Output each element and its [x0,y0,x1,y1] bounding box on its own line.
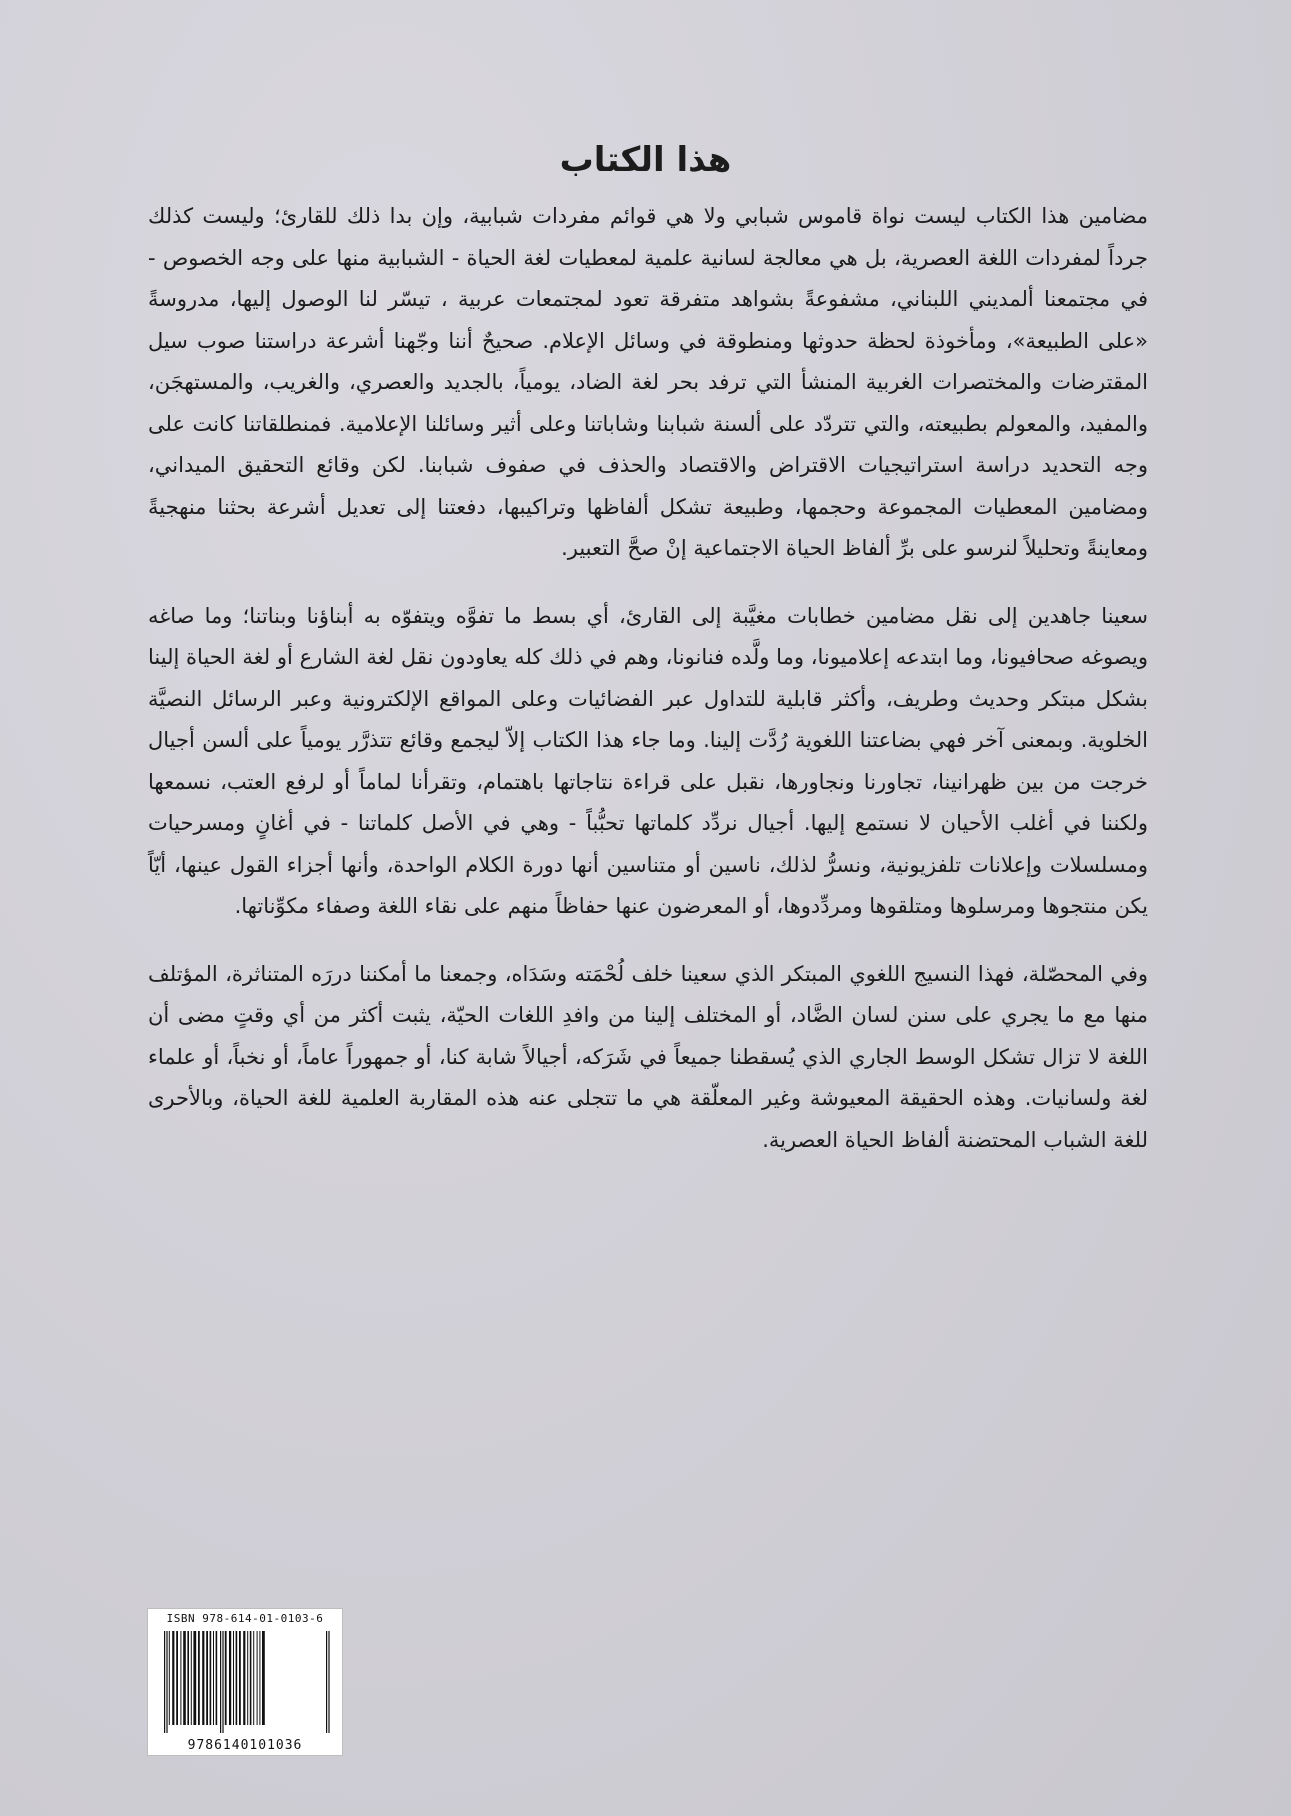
blurb-text [148,196,1148,1187]
barcode-bar [176,1631,178,1725]
barcode-bar [233,1631,234,1725]
paragraph-2: سعينا جاهدين إلى نقل مضامين خطابات مغيَّبة إلى القارئ، أي بسط ما تفوَّه ويتفوّه به أبناؤنا وبناتنا؛ وما صاغه ويصوغه صحافيونا، وما ابتدعه إعلاميونا، وما ولَّده فنانونا، وهم في ذلك كله يعاودون نقل لغة الشارع أو لغة الحياة إلينا بشكل مبتكر وحديث وطريف، وأكثر قابلية للتداول عبر الفضائيات وعلى المواقع الإلكترونية وعبر الرسائل النصيَّة الخلوية. وبمعنى آخر فهي بضاعتنا اللغوية رُدَّت إلينا. وما جاء هذا الكتاب إلاّ ليجمع وقائع تتذرَّر يومياً على ألسن أجيال خرجت من بين ظهرانينا، تجاورنا ونجاورها، نقبل على قراءة نتاجاتها باهتمام، وتقرأنا لماماً أو لرفع العتب، نسمعها ولكننا في أغلب الأحيان لا نستمع إليها. أجيال نردِّد كلماتها تحبُّباً - وهي في الأصل كلماتنا - في أغانٍ ومسرحيات ومسلسلات وإعلانات تلفزيونية، ونسرُّ لذلك، ناسين أو متناسين أنها دورة الكلام الواحدة، وأنها أجزاء القول عينها، أيّاً يكن منتجوها ومرسلوها ومتلقوها ومردِّدوها، أو المعرضون عنها حفاظاً منهم على نقاء اللغة وصفاء مكوِّناتها. [148,603,1148,918]
barcode-bar [193,1631,196,1725]
barcode-bar [202,1631,204,1725]
barcode-bar [180,1631,181,1725]
barcode-bar [220,1631,221,1733]
ean-number: 9786140101036 [187,1738,303,1753]
barcode-bar [259,1631,260,1725]
barcode-bar [328,1631,329,1733]
barcode-bar [183,1631,186,1725]
barcode-bar [239,1631,241,1725]
barcode-bar [250,1631,252,1725]
barcode-bar [243,1631,245,1725]
barcode-bar [213,1631,214,1725]
barcode-bar [187,1631,189,1725]
paragraph-1: مضامين هذا الكتاب ليست نواة قاموس شبابي ولا هي قوائم مفردات شبابية، وإن بدا ذلك للقارئ؛ وليست كذلك جرداً لمفردات اللغة العصرية، بل هي معالجة لسانية علمية لمعطيات لغة الحياة - الشبابية منها على وجه الخصوص - في مجتمعنا ألمديني اللبناني، مشفوعةً بشواهد متفرقة تعود لمجتمعات عربية ، تيسّر لنا الوصول إليها، مدروسةً «على الطبيعة»، ومأخوذة لحظة حدوثها ومنطوقة في وسائل الإعلام. صحيحٌ أننا وجّهنا أشرعة دراستنا صوب سيل المقترضات والمختصرات الغربية المنشأ التي ترفد بحر لغة الضاد، يومياً، بالجديد والعصري، والغريب، والمستهجَن، والمفيد، والمعولم بطبيعته، والتي تتردّد على ألسنة شبابنا وشاباتنا وعلى أثير وسائلنا الإعلامية. فمنطلقاتنا كانت على وجه التحديد دراسة استراتيجيات الاقتراض والاقتصاد والحذف في صفوف شبابنا. لكن وقائع التحقيق الميداني، ومضامين المعطيات المجموعة وحجمها، وطبيعة تشكل ألفاظها وتراكيبها، دفعتنا إلى تعديل أشرعة بحثنا منهجيةً ومعاينةً وتحليلاً لنرسو على برِّ ألفاظ الحياة الاجتماعية إنْ صحَّ التعبير. [148,204,1148,560]
barcode-bar [222,1631,223,1733]
barcode-bar [216,1631,218,1725]
barcode-bar [253,1631,254,1725]
barcode-bar [198,1631,200,1725]
isbn-label: ISBN 978-614-01-0103-6 [166,1612,324,1625]
barcode-bar [262,1631,265,1725]
barcode-bar [169,1631,170,1725]
barcode-bar [236,1631,238,1725]
barcode-bar [166,1631,167,1733]
barcode-bar [172,1631,174,1725]
barcode-bar [210,1631,212,1725]
barcode-bar [225,1631,227,1725]
paragraph-3: وفي المحصّلة، فهذا النسيج اللغوي المبتكر الذي سعينا خلف لُحْمَته وسَدَاه، وجمعنا ما أمكننا دررَه المتناثرة، المؤتلف منها مع ما يجري على سنن لسان الضَّاد، أو المختلف إلينا من وافدِ اللغات الحيّة، يثبت أكثر من أي وقتٍ مضى أن اللغة لا تزال تشكل الوسط الجاري الذي يُسقطنا جميعاً في شَرَكه، أجيالاً شابة كنا، أو جمهوراً عاماً، أو نخباً، أو علماء لغة ولسانيات. وهذه الحقيقة المعيوشة وغير المعلّقة هي ما تتجلى عنه هذه المقاربة العلمية للغة الحياة، وبالأحرى للغة الشباب المحتضنة ألفاظ الحياة العصرية. [148,961,1148,1152]
isbn-barcode [147,1608,343,1756]
barcode-bar [257,1631,258,1725]
barcode-bar [229,1631,231,1725]
barcode-bar [191,1631,192,1725]
barcode-bar [206,1631,208,1725]
barcode-bars [162,1631,332,1733]
barcode-bar [326,1631,327,1733]
page-title: هذا الكتاب [559,140,732,180]
barcode-bar [164,1631,165,1733]
barcode-bar [247,1631,248,1725]
